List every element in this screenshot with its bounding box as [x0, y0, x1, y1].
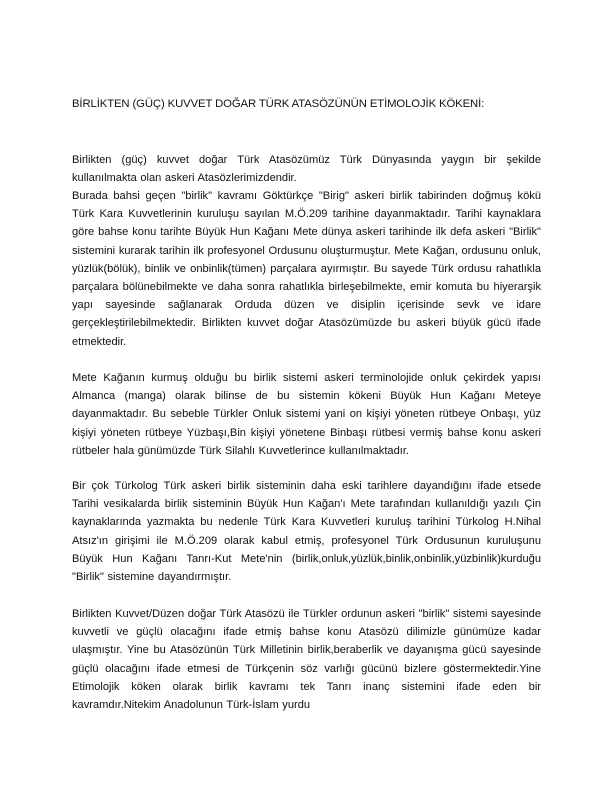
paragraph-birlik-origin: Burada bahsi geçen "birlik" kavramı Göktürkçe "Birig" askeri birlik tabirinden doğmuş kökü Türk Kara Kuvvetlerinin kuruluşu sayılan M.Ö.209 tarihine dayanmaktadır. Tarihi kaynaklara göre bahse konu tarihte Büyük Hun Kağanı Mete dünya askeri tarihinde ilk defa askeri "Birlik" sistemini kurarak tarihin ilk profesyonel Ordusunu oluşturmuştur. Mete Kağan, ordusunu onluk, yüzlük(bölük), binlik ve onbinlik(tümen) parçalara ayırmıştır. Bu sayede Türk ordusu rahatlıkla parçalara bölünebilmekte ve daha sonra rahatlıkla birleşebilmekte, emir komuta bu hiyerarşik yapı sayesinde sağlanarak Orduda düzen ve disiplin içerisinde sevk ve idare gerçekleştirilebilmektedir. Birlikten kuvvet doğar Atasözümüzde bu askeri büyük gücü ifade etmektedir.	[72, 190, 541, 348]
paragraph-proverb-meaning: Birlikten Kuvvet/Düzen doğar Türk Atasözü ile Türkler ordunun askeri "birlik" sistemi sayesinde kuvvetli ve güçlü olacağını ifade etmiş bahse konu Atasözü dilimizle günümüze kadar ulaşmıştır. Yine bu Atasözünün Türk Milletinin birlik,beraberlik ve dayanışma gücü sayesinde güçlü olacağını ifade etmesi de Türkçenin söz varlığı gücünü bizlere göstermektedir.Yine Etimolojik köken olarak birlik kavramı tek Tanrı inanç sistemini ifade eden bir kavramdır.Nitekim Anadolunun Türk-İslam yurdu	[72, 608, 541, 712]
paragraph-onluk-system: Mete Kağanın kurmuş olduğu bu birlik sistemi askeri terminolojide onluk çekirdek yapısı Almanca (manga) olarak bilinse de bu sistemin kökeni Büyük Hun Kağanı Meteye dayanmaktadır. Bu sebeble Türkler Onluk sistemi yani on kişiyi yöneten rütbeye Onbaşı, yüz kişiyi yöneten rütbeye Yüzbaşı,Bin kişiyi yönetene Binbaşı rütbesi vermiş bahse konu askeri rütbeler hala günümüzde Türk Silahlı Kuvvetlerince kullanılmaktadır.	[72, 372, 541, 457]
document-heading: BİRLİKTEN (GÜÇ) KUVVET DOĞAR TÜRK ATASÖZÜNÜN ETİMOLOJİK KÖKENİ:	[72, 98, 485, 110]
paragraph-intro: Birlikten (güç) kuvvet doğar Türk Atasözümüz Türk Dünyasında yaygın bir şekilde kullanılmakta olan askeri Atasözlerimizdendir.	[72, 154, 541, 185]
paragraph-turkologists: Bir çok Türkolog Türk askeri birlik sisteminin daha eski tarihlere dayandığını ifade etsede Tarihi vesikalarda birlik sisteminin Büyük Hun Kağan'ı Mete tarafından kullanıldığı yazılı Çin kaynaklarında yazmakta bu nedenle Türk Kara Kuvvetleri kuruluş tarihini Türkolog H.Nihal Atsız'ın girişimi ile M.Ö.209 olarak kabul etmiş, profesyonel Türk Ordusunun kuruluşunu Büyük Hun Kağanı Tanrı-Kut Mete'nin (birlik,onluk,yüzlük,binlik,onbinlik,yüzbinlik)kurduğu "Birlik" sistemine dayandırmıştır.	[72, 480, 541, 584]
